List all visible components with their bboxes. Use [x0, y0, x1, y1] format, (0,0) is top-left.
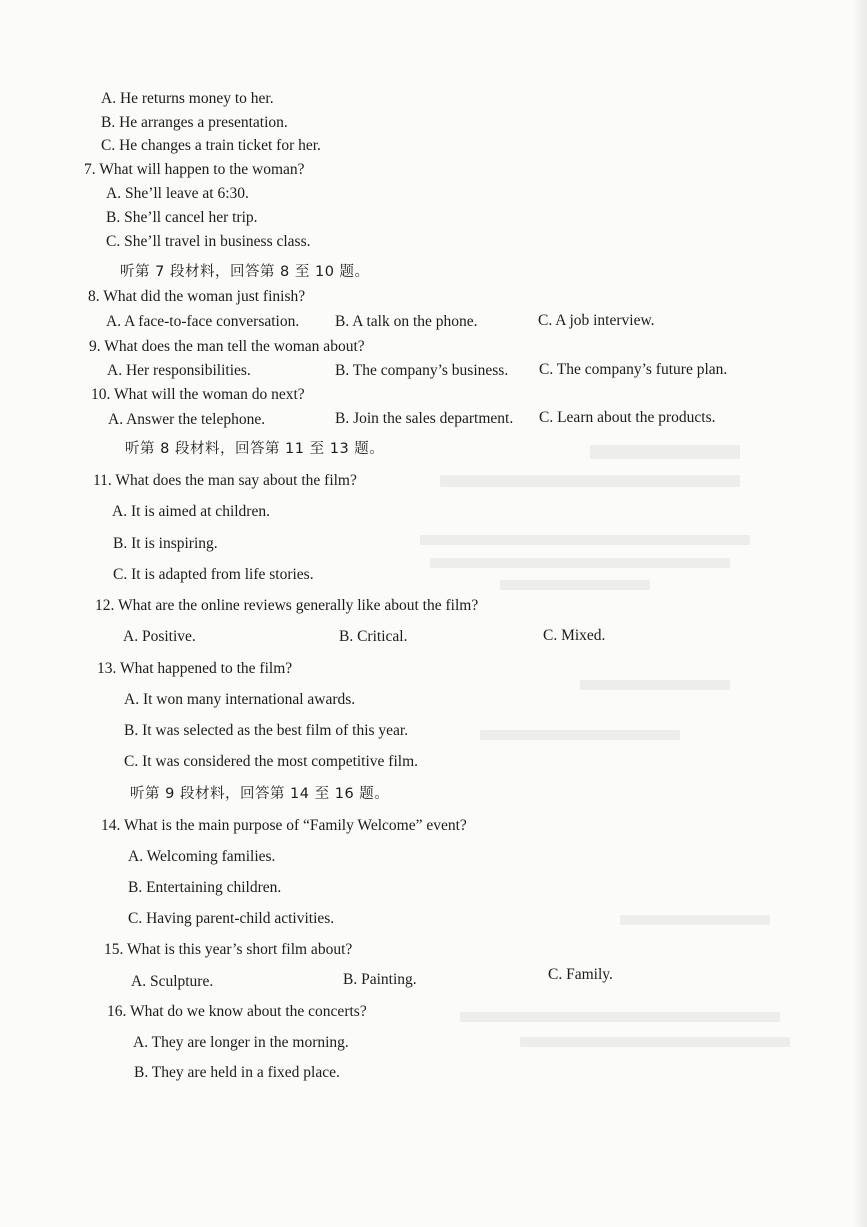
- q14-option-a: A. Welcoming families.: [128, 848, 276, 865]
- q16-option-a: A. They are longer in the morning.: [133, 1034, 349, 1051]
- q15-option-b: B. Painting.: [343, 971, 417, 988]
- q6-option-b: B. He arranges a presentation.: [101, 114, 288, 131]
- q7-option-b: B. She’ll cancel her trip.: [106, 209, 258, 226]
- q15-option-a: A. Sculpture.: [131, 973, 214, 990]
- bleed-through-mark: [500, 580, 650, 590]
- bleed-through-mark: [590, 445, 740, 459]
- bleed-through-mark: [420, 535, 750, 545]
- q7-option-c: C. She’ll travel in business class.: [106, 233, 311, 250]
- bleed-through-mark: [460, 1012, 780, 1022]
- bleed-through-mark: [520, 1037, 790, 1047]
- bleed-through-mark: [580, 680, 730, 690]
- bleed-through-mark: [430, 558, 730, 568]
- q7-option-a: A. She’ll leave at 6:30.: [106, 185, 249, 202]
- q14-stem: 14. What is the main purpose of “Family Welcome” event?: [101, 817, 467, 834]
- q13-option-c: C. It was considered the most competitive film.: [124, 753, 419, 770]
- q15-option-c: C. Family.: [548, 966, 613, 983]
- q16-option-b: B. They are held in a fixed place.: [134, 1064, 340, 1081]
- q12-option-b: B. Critical.: [339, 628, 408, 645]
- q12-stem: 12. What are the online reviews generally like about the film?: [95, 597, 479, 614]
- section-7-heading: 听第 7 段材料，回答第 8 至 10 题。: [120, 264, 370, 280]
- q10-option-a: A. Answer the telephone.: [108, 411, 266, 428]
- q11-option-b: B. It is inspiring.: [113, 535, 218, 552]
- q7-stem: 7. What will happen to the woman?: [84, 161, 305, 178]
- q11-stem: 11. What does the man say about the film?: [93, 472, 357, 489]
- q13-option-a: A. It won many international awards.: [124, 691, 356, 708]
- q13-option-b: B. It was selected as the best film of this year.: [124, 722, 409, 739]
- q9-option-a: A. Her responsibilities.: [107, 362, 251, 379]
- q9-option-b: B. The company’s business.: [335, 362, 509, 379]
- q14-option-b: B. Entertaining children.: [128, 879, 282, 896]
- q8-option-a: A. A face-to-face conversation.: [106, 313, 300, 330]
- q12-option-c: C. Mixed.: [543, 627, 606, 644]
- q8-option-c: C. A job interview.: [538, 312, 655, 329]
- q14-option-c: C. Having parent-child activities.: [128, 910, 335, 927]
- q15-stem: 15. What is this year’s short film about?: [104, 941, 353, 958]
- q6-option-c: C. He changes a train ticket for her.: [101, 137, 321, 154]
- q9-stem: 9. What does the man tell the woman about?: [89, 338, 365, 355]
- bleed-through-mark: [440, 475, 740, 487]
- q10-stem: 10. What will the woman do next?: [91, 386, 305, 403]
- section-9-heading: 听第 9 段材料，回答第 14 至 16 题。: [130, 786, 390, 802]
- q6-option-a: A. He returns money to her.: [101, 90, 274, 107]
- bleed-through-mark: [620, 915, 770, 925]
- scan-edge-shadow: [853, 0, 867, 1227]
- q12-option-a: A. Positive.: [123, 628, 196, 645]
- q8-option-b: B. A talk on the phone.: [335, 313, 478, 330]
- section-8-heading: 听第 8 段材料，回答第 11 至 13 题。: [125, 441, 385, 457]
- q13-stem: 13. What happened to the film?: [97, 660, 293, 677]
- q8-stem: 8. What did the woman just finish?: [88, 288, 306, 305]
- q10-option-b: B. Join the sales department.: [335, 410, 514, 427]
- q11-option-c: C. It is adapted from life stories.: [113, 566, 314, 583]
- q11-option-a: A. It is aimed at children.: [112, 503, 270, 520]
- q10-option-c: C. Learn about the products.: [539, 409, 716, 426]
- q16-stem: 16. What do we know about the concerts?: [107, 1003, 367, 1020]
- bleed-through-mark: [480, 730, 680, 740]
- q9-option-c: C. The company’s future plan.: [539, 361, 728, 378]
